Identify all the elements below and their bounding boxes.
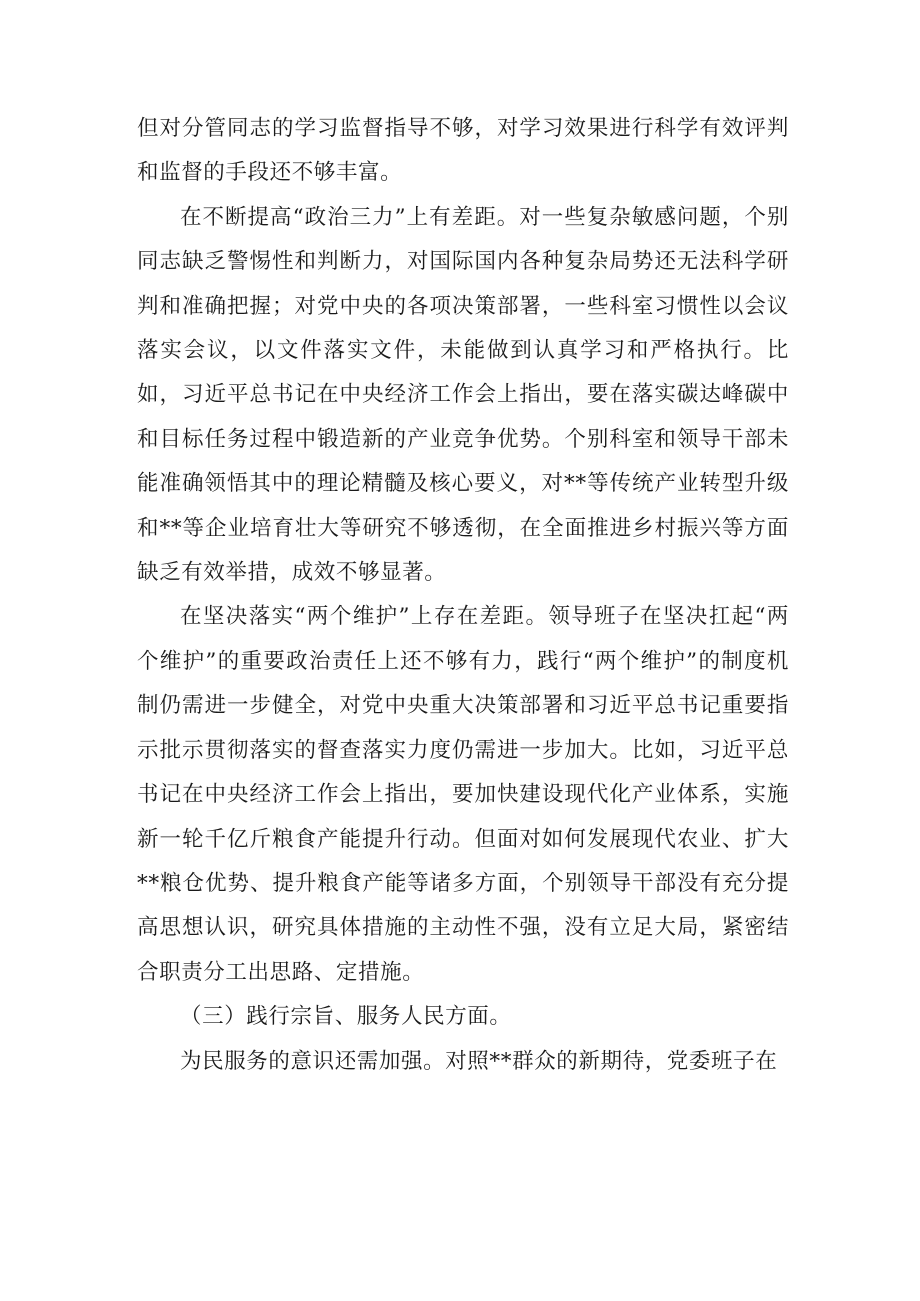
body-paragraph-1: 但对分管同志的学习监督指导不够，对学习效果进行科学有效评判和监督的手段还不够丰富。: [137, 116, 789, 186]
body-paragraph-4: 为民服务的意识还需加强。对照**群众的新期待，党委班子在: [180, 1048, 778, 1074]
document-page: [137, 107, 789, 1084]
body-paragraph-3: 在坚决落实“两个维护”上存在差距。领导班子在坚决扛起“两个维护”的重要政治责任上还不够有力，践行“两个维护”的制度机制仍需进一步健全，对党中央重大决策部署和习近平总书记重要指示批示贯彻落实的督查落实力度仍需进一步加大。比如，习近平总书记在中央经济工作会上指出，要加快建设现代化产业体系，实施新一轮千亿斤粮食产能提升行动。但面对如何发展现代农业、扩大**粮仓优势、提升粮食产能等诸多方面，个别领导干部没有充分提高思想认识，研究具体措施的主动性不强，没有立足大局，紧密结合职责分工出思路、定措施。: [137, 604, 789, 985]
section-heading: （三）践行宗旨、服务人民方面。: [180, 1004, 512, 1030]
body-paragraph-2: 在不断提高“政治三力”上有差距。对一些复杂敏感问题，个别同志缺乏警惕性和判断力，对国际国内各种复杂局势还无法科学研判和准确把握；对党中央的各项决策部署，一些科室习惯性以会议落实会议，以文件落实文件，未能做到认真学习和严格执行。比如，习近平总书记在中央经济工作会上指出，要在落实碳达峰碳中和目标任务过程中锻造新的产业竞争优势。个别科室和领导干部未能准确领悟其中的理论精髓及核心要义，对**等传统产业转型升级和**等企业培育壮大等研究不够透彻，在全面推进乡村振兴等方面缺乏有效举措，成效不够显著。: [137, 204, 789, 586]
